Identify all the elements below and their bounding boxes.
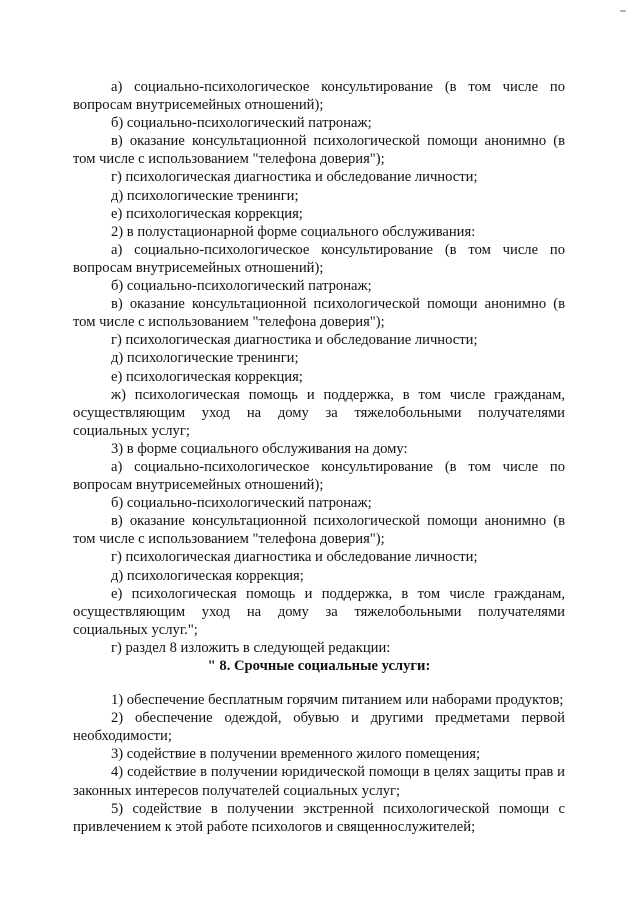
paragraph: ж) психологическая помощь и поддержка, в том числе гражданам, осуществляющим уход на дому за тяжелобольными получателями социальных услуг; [73,386,565,439]
paragraph: 2) обеспечение одеждой, обувью и другими предметами первой необходимости; [73,710,565,745]
paragraph: д) психологические тренинги; [111,187,299,204]
paragraph: 5) содействие в получении экстренной психологической помощи с привлечением к этой работе психологов и священнослужителей; [73,800,565,835]
paragraph: 4) содействие в получении юридической помощи в целях защиты прав и законных интересов получателей социальных услуг; [73,764,565,799]
paragraph: 1) обеспечение бесплатным горячим питанием или наборами продуктов; [111,692,564,709]
paragraph: 2) в полустационарной форме социального обслуживания: [111,223,476,240]
paragraph: 3) содействие в получении временного жилого помещения; [111,746,481,763]
paragraph: а) социально-психологическое консультирование (в том числе по вопросам внутрисемейных отношений); [73,458,565,494]
scan-speck [620,10,626,12]
paragraph: д) психологические тренинги; [111,350,299,367]
paragraph: б) социально-психологический патронаж; [111,278,372,295]
paragraph: в) оказание консультационной психологической помощи анонимно (в том числе с использованием "телефона доверия"); [73,513,565,548]
paragraph: е) психологическая помощь и поддержка, в том числе гражданам, осуществляющим уход на дому за тяжелобольными получателями социальных услуг."; [73,585,565,638]
paragraph: в) оказание консультационной психологической помощи анонимно (в том числе с использованием "телефона доверия"); [73,296,565,331]
paragraph: г) психологическая диагностика и обследование личности; [111,549,478,566]
paragraph: г) раздел 8 изложить в следующей редакции: [111,639,391,656]
paragraph: в) оказание консультационной психологической помощи анонимно (в том числе с использованием "телефона доверия"); [73,133,565,168]
document-body [73,78,565,836]
paragraph: 3) в форме социального обслуживания на дому: [111,440,408,457]
paragraph: б) социально-психологический патронаж; [111,115,372,132]
paragraph: а) социально-психологическое консультирование (в том числе по вопросам внутрисемейных отношений); [73,79,565,114]
paragraph: б) социально-психологический патронаж; [111,495,372,512]
paragraph: г) психологическая диагностика и обследование личности; [111,332,478,349]
paragraph: д) психологическая коррекция; [111,567,304,584]
paragraph: е) психологическая коррекция; [111,368,303,385]
paragraph: а) социально-психологическое консультирование (в том числе по вопросам внутрисемейных отношений); [73,241,565,276]
paragraph: е) психологическая коррекция; [111,205,303,222]
paragraph: г) психологическая диагностика и обследование личности; [111,169,478,186]
section-heading: " 8. Срочные социальные услуги: [207,658,431,674]
